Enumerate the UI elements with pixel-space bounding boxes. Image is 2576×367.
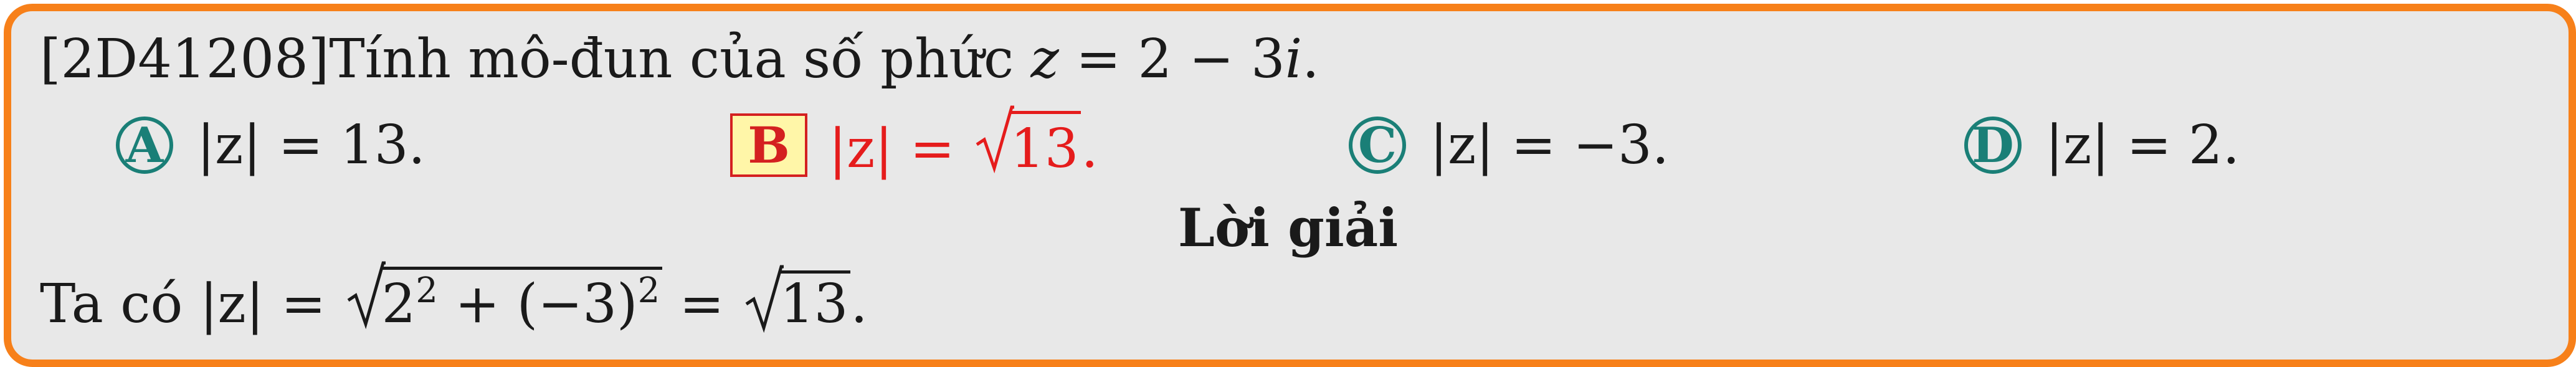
solution-prefix: Ta có |z| = [40,273,343,335]
option-c-label: C [1349,117,1406,174]
solution-line [40,267,868,335]
solution-sqrt-2 [745,270,850,335]
question-id: [2D41208] [40,28,330,90]
option-d-label: D [1964,117,2022,174]
option-a-label: A [116,117,173,174]
option-b-end: . [1081,117,1098,180]
option-d[interactable] [1964,111,2240,179]
option-c-text: |z| = −3. [1430,114,1670,176]
solution-end: . [850,273,868,335]
solution-middle: + (−3) [437,273,638,335]
question-end: . [1302,28,1319,90]
sqrt-icon [347,259,386,329]
answer-options [0,111,2576,179]
option-b-lhs: |z| = [829,117,972,180]
solution-radicand-1 [381,267,663,335]
solution-base-1: 2 [381,273,416,335]
question-variable-z: z [1030,28,1059,90]
solution-radicand-2: 13 [780,270,850,331]
question-line [40,28,1319,90]
option-b[interactable] [730,111,1098,179]
question-expression: = 2 − 3 [1058,28,1285,90]
solution-exp-2: 2 [637,270,660,311]
option-b-sqrt [976,111,1081,180]
sqrt-icon [745,263,784,333]
option-a[interactable] [116,111,425,179]
option-c[interactable] [1349,111,1669,179]
option-b-text [829,111,1098,180]
sqrt-icon [976,103,1014,173]
option-b-label-correct: B [730,113,807,177]
solution-sqrt-1 [347,267,663,335]
solution-eq: = [662,273,741,335]
solution-heading: Lời giải [1177,197,1399,259]
question-imaginary-unit: i [1285,28,1303,90]
option-d-text: |z| = 2. [2045,114,2240,176]
option-a-text: |z| = 13. [197,114,425,176]
solution-exp-1: 2 [416,270,438,311]
question-text: Tính mô-đun của số phức [329,28,1031,90]
option-b-radicand: 13 [1010,111,1081,180]
